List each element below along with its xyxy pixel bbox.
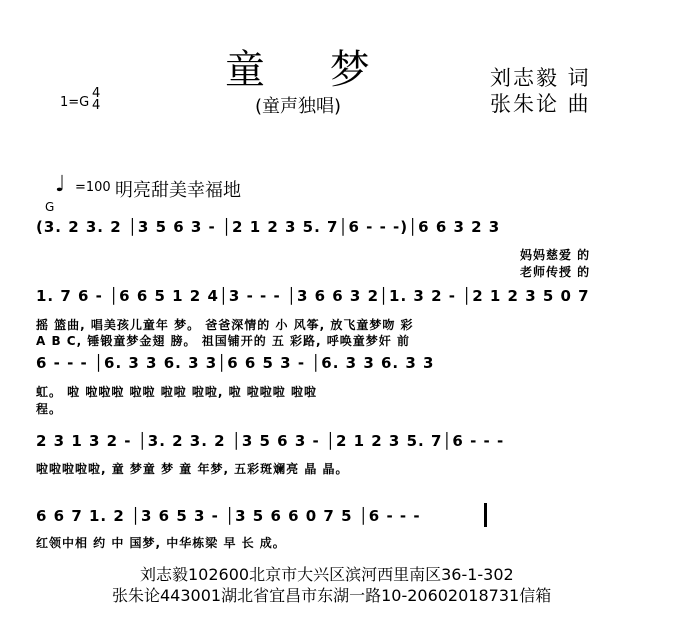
address-composer: 张朱论443001湖北省宜昌市东湖一路10-20602018731信箱 [112, 586, 552, 605]
lyric-row-1-verse-2: 老师传授 的 [520, 265, 591, 279]
score-row-2: 1. 7 6 - │6 6 5 1 2 4│3 - - - │3 6 6 3 2│1. 3 2 - │2 1 2 3 5 0 7 [36, 287, 590, 305]
lyric-row-5-verse-1: 红领中相 约 中 国梦, 中华栋梁 早 长 成。 [36, 536, 286, 550]
lyric-row-2-verse-2: A B C, 锤锻童梦金翅 膀。 祖国铺开的 五 彩路, 呼唤童梦奸 前 [36, 334, 410, 348]
lyric-row-3-verse-1: 虹。 啦 啦啦啦 啦啦 啦啦 啦啦, 啦 啦啦啦 啦啦 [36, 385, 317, 399]
score-row-3: 6 - - - │6. 3 3 6. 3 3│6 6 5 3 - │6. 3 3 6. 3 3 [36, 354, 435, 372]
final-barline [484, 503, 487, 527]
lyric-row-2-verse-1: 摇 篮曲, 唱美孩儿童年 梦。 爸爸深情的 小 风筝, 放飞童梦吻 彩 [36, 318, 414, 332]
song-subtitle: (童声独唱) [255, 96, 342, 117]
key-signature: 1=G [60, 95, 90, 110]
address-lyricist: 刘志毅102600北京市大兴区滨河西里南区36-1-302 [140, 565, 514, 584]
lyricist-credit: 刘志毅 词 [490, 66, 591, 90]
score-row-1: (3. 2 3. 2 │3 5 6 3 - │2 1 2 3 5. 7│6 - - -)│6 6 3 2 3 [36, 218, 501, 236]
lyric-row-1-verse-1: 妈妈慈爱 的 [520, 248, 591, 262]
score-row-4: 2 3 1 3 2 - │3. 2 3. 2 │3 5 6 3 - │2 1 2 3 5. 7│6 - - - [36, 432, 505, 450]
song-title: 童 梦 [225, 47, 396, 93]
lyric-row-4-verse-1: 啦啦啦啦啦, 童 梦童 梦 童 年梦, 五彩斑斓亮 晶 晶。 [36, 462, 349, 476]
time-signature-bottom: 4 [92, 98, 101, 113]
composer-credit: 张朱论 曲 [490, 92, 591, 116]
time-signature-top: 4 [92, 86, 101, 101]
chord-symbol: G [45, 200, 55, 214]
mood-marking: 明亮甜美幸福地 [115, 180, 241, 201]
lyric-row-3-verse-2: 程。 [36, 402, 63, 416]
time-signature [92, 88, 100, 112]
tempo-marking: =100 [75, 180, 111, 195]
quarter-note-icon: ♩ [55, 172, 66, 197]
score-row-5: 6 6 7 1. 2 │3 6 5 3 - │3 5 6 6 0 7 5 │6 - - - [36, 507, 421, 525]
